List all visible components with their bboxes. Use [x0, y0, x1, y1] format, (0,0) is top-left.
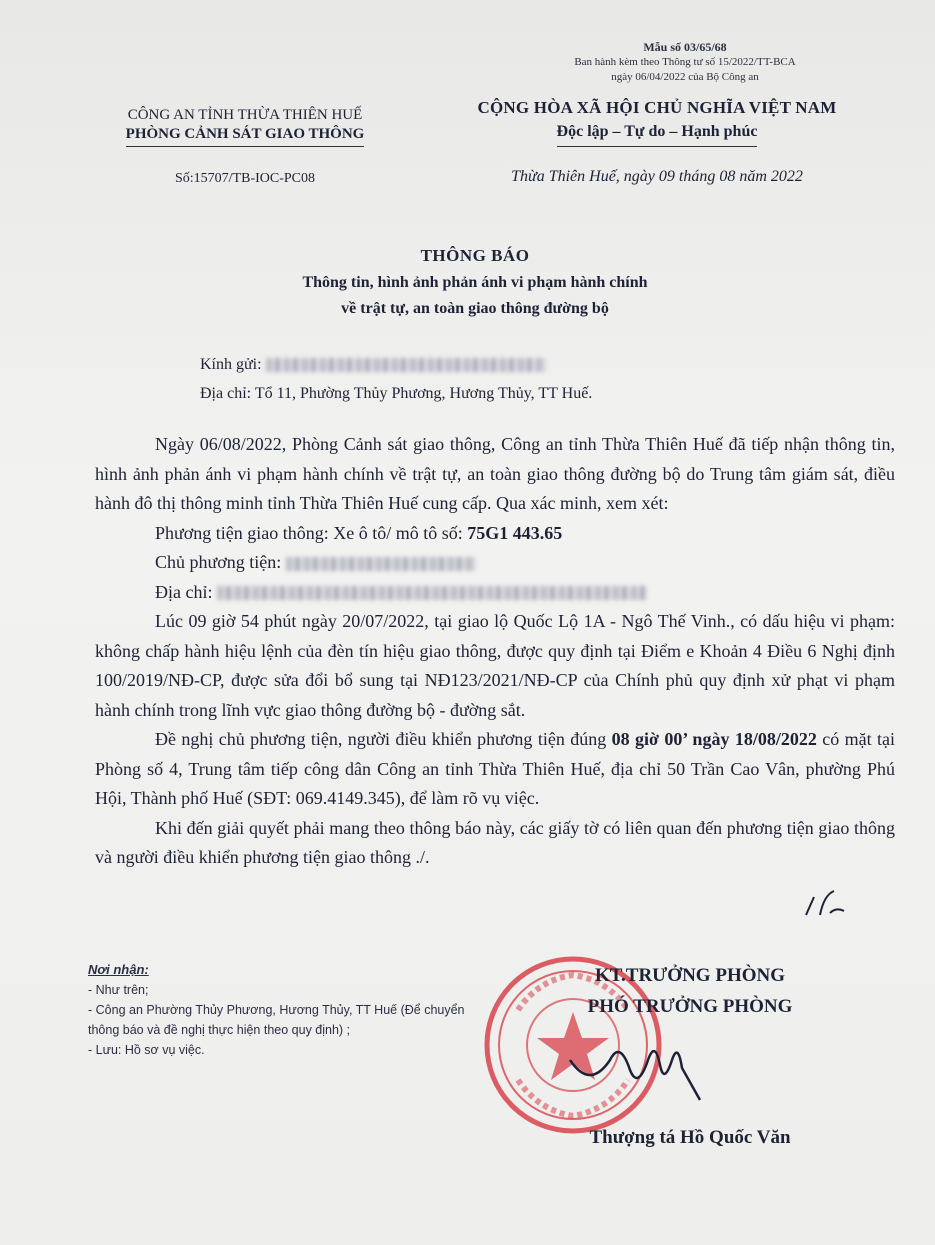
form-code: Mẫu số 03/65/68 — [643, 40, 727, 54]
receivers-heading: Nơi nhận: — [88, 962, 149, 977]
vehicle-label: Phương tiện giao thông: Xe ô tô/ mô tô số: — [155, 522, 463, 543]
owner-line — [95, 548, 895, 578]
recipient-address: Tổ 11, Phường Thủy Phương, Hương Thủy, TT Huế. — [254, 385, 593, 402]
receiver-item: - Như trên; — [88, 983, 149, 997]
paragraph-intro: Ngày 06/08/2022, Phòng Cảnh sát giao thông, Công an tỉnh Thừa Thiên Huế đã tiếp nhận thông tin, hình ảnh phản ánh vi phạm hành chính về trật tự, an toàn giao thông đường bộ do Trung tâm giám sát, điều hành đô thị thông minh tỉnh Thừa Thiên Huế cung cấp. Qua xác minh, xem xét: — [95, 434, 895, 513]
vehicle-plate: 75G1 443.65 — [467, 522, 563, 543]
receiver-item: - Lưu: Hồ sơ vụ việc. — [88, 1043, 205, 1057]
receivers-block — [88, 960, 468, 1060]
document-number: Số:15707/TB-IOC-PC08 — [174, 171, 315, 186]
summons-text-a: Đề nghị chủ phương tiện, người điều khiển phương tiện đúng — [155, 729, 607, 749]
paragraph-summons — [95, 725, 895, 814]
redacted-recipient-name — [266, 358, 546, 372]
form-note-line1: Ban hành kèm theo Thông tư số 15/2022/TT-BCA — [574, 56, 796, 68]
recipient-to-label: Kính gửi: — [200, 356, 262, 373]
signer-title-1: KT.TRƯỞNG PHÒNG — [595, 965, 785, 986]
paragraph-documents: Khi đến giải quyết phải mang theo thông báo này, các giấy tờ có liên quan đến phương tiện giao thông và người điều khiển phương tiện giao thông ./. — [95, 817, 895, 867]
agency-parent: CÔNG AN TỈNH THỪA THIÊN HUẾ — [127, 107, 363, 123]
recipient-address-label: Địa chỉ: — [200, 385, 252, 402]
handwritten-mark — [800, 885, 850, 925]
receiver-item: - Công an Phường Thủy Phương, Hương Thủy, TT Huế (Để chuyển thông báo và đề nghị thực hiện theo quy định) ; — [88, 1003, 465, 1037]
form-note-line2: ngày 06/04/2022 của Bộ Công an — [611, 71, 759, 83]
form-note — [505, 40, 865, 85]
title-line2: về trật tự, an toàn giao thông đường bộ — [341, 300, 609, 317]
redacted-owner-name — [286, 557, 476, 571]
agency-dept: PHÒNG CẢNH SÁT GIAO THÔNG — [126, 125, 365, 147]
document-body — [95, 430, 895, 873]
owner-address-line — [95, 578, 895, 608]
nation-name: CỘNG HÒA XÃ HỘI CHỦ NGHĨA VIỆT NAM — [477, 98, 837, 117]
national-header — [432, 96, 882, 189]
signer-name: Thượng tá Hồ Quốc Văn — [589, 1127, 791, 1148]
recipient-block — [200, 350, 800, 408]
agency-header — [80, 106, 410, 188]
owner-address-label: Địa chỉ: — [155, 581, 213, 602]
document-title — [150, 246, 800, 320]
title-heading: THÔNG BÁO — [420, 246, 530, 265]
signer-title-2: PHÓ TRƯỞNG PHÒNG — [587, 996, 793, 1017]
summons-time: 08 giờ 00’ ngày 18/08/2022 — [611, 729, 817, 749]
paragraph-violation: Lúc 09 giờ 54 phút ngày 20/07/2022, tại giao lộ Quốc Lộ 1A - Ngô Thế Vinh., có dấu hiệu vi phạm: không chấp hành hiệu lệnh của đèn tín hiệu giao thông, được quy định tại Điểm e Khoản 4 Điều 6 Nghị định 100/2019/NĐ-CP, được sửa đổi bổ sung tại NĐ123/2021/NĐ-CP của Chính phủ quy định xử phạt vi phạm hành chính trong lĩnh vực giao thông đường bộ - đường sắt. — [95, 611, 895, 720]
signer-block — [525, 960, 855, 1153]
place-date: Thừa Thiên Huế, ngày 09 tháng 08 năm 2022 — [511, 168, 803, 185]
summons-text-b: có mặt tại Phòng số 4, Trung tâm tiếp công dân Công an tỉnh Thừa Thiên Huế, địa chỉ 50 Trần Cao Vân, phường Phú Hội, Thành phố Huế (SĐT: 069.4149.345), để làm rõ vụ việc. — [95, 729, 896, 808]
title-line1: Thông tin, hình ảnh phản ánh vi phạm hành chính — [302, 274, 648, 291]
nation-motto: Độc lập – Tự do – Hạnh phúc — [557, 120, 758, 147]
vehicle-line — [95, 519, 895, 549]
owner-label: Chủ phương tiện: — [155, 552, 282, 572]
redacted-owner-address — [217, 586, 647, 600]
